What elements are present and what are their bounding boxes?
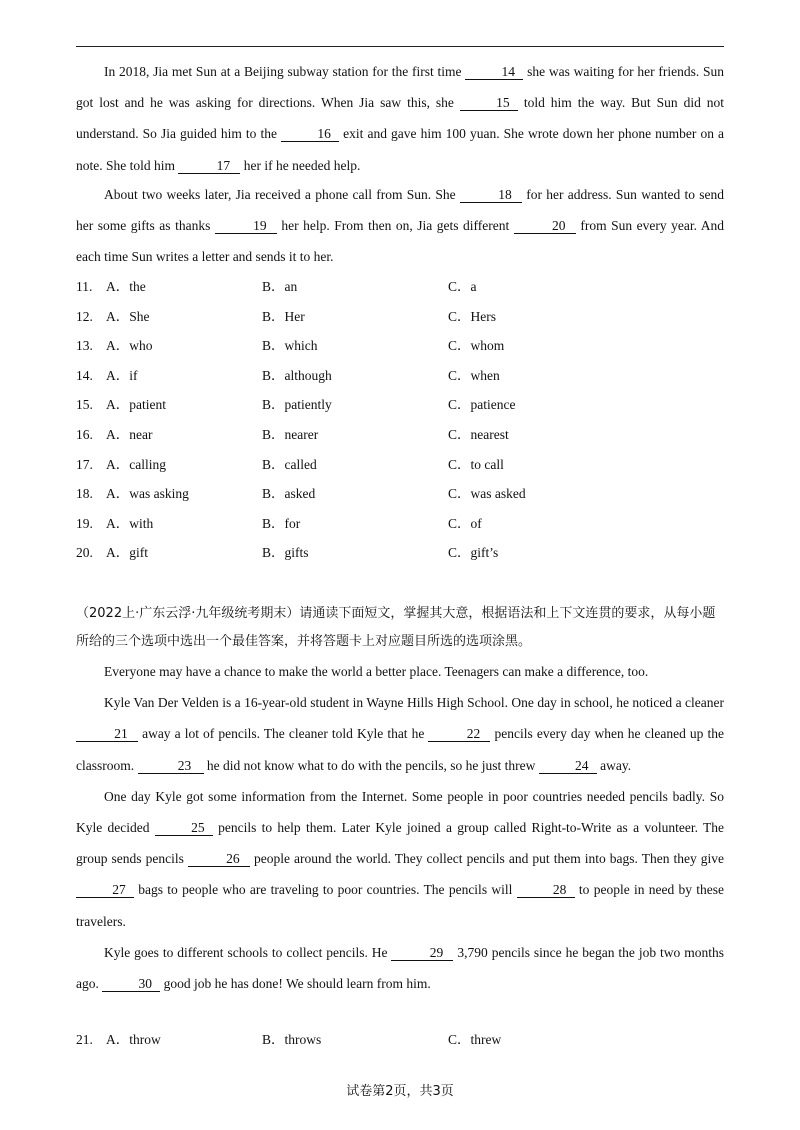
blank-15: 15: [460, 95, 518, 111]
option-a: A．She: [106, 308, 150, 324]
question-number: 14.: [76, 367, 93, 383]
option-b: B．asked: [262, 486, 316, 502]
blank-26: 26: [188, 851, 250, 867]
option-b: B．nearer: [262, 426, 319, 442]
option-c: C．patience: [448, 397, 516, 413]
option-c: C．nearest: [448, 426, 509, 442]
passage-2-paragraph-1: Everyone may have a chance to make the world a better place. Teenagers can make a difference, too.: [104, 664, 649, 679]
blank-19: 19: [215, 218, 277, 234]
question-number: 16.: [76, 426, 93, 442]
question-20-options: [76, 538, 724, 568]
blank-14: 14: [465, 64, 523, 80]
question-number: 19.: [76, 515, 93, 531]
option-c: C．to call: [448, 456, 504, 472]
option-a: A．was asking: [106, 486, 189, 502]
blank-24: 24: [539, 758, 597, 774]
option-a: A．throw: [106, 1032, 161, 1047]
blank-17: 17: [178, 158, 240, 174]
question-number: 12.: [76, 308, 93, 324]
question-number: 11.: [76, 279, 93, 294]
question-18-options: [76, 479, 724, 509]
blank-20: 20: [514, 218, 576, 234]
option-b: B．for: [262, 515, 301, 531]
blank-27: 27: [76, 882, 134, 898]
options-21: [76, 1025, 724, 1055]
question-number: 18.: [76, 486, 93, 502]
option-a: A．the: [106, 279, 146, 294]
blank-22: 22: [428, 726, 490, 742]
option-a: A．near: [106, 426, 153, 442]
question-12-options: [76, 302, 724, 332]
option-a: A．who: [106, 338, 153, 354]
blank-29: 29: [391, 945, 453, 961]
option-c: C．Hers: [448, 308, 496, 324]
question-19-options: [76, 509, 724, 539]
passage-2-paragraph-2: Kyle Van Der Velden is a 16-year-old student in Wayne Hills High School. One day in school, he noticed a cleaner 21 away a lot of pencils. The cleaner told Kyle that he 22 pencils every day when he cleaned up the classroom. 23 he did not know what to do with the pencils, so he just threw 24 away.: [76, 695, 724, 773]
passage-1-paragraph-1: In 2018, Jia met Sun at a Beijing subway station for the first time 14 she was waiting for her friends. Sun got lost and he was asking for directions. When Jia saw this, she 15 told him the way. But Sun did not understand. So Jia guided him to the 16 exit and gave him 100 yuan. She wrote down her phone number on a note. She told him 17 her if he needed help.: [76, 64, 725, 173]
options-11-20: [76, 272, 724, 568]
option-c: C．whom: [448, 338, 505, 354]
option-a: A．with: [106, 515, 154, 531]
option-a: A．patient: [106, 397, 166, 413]
blank-25: 25: [155, 820, 213, 836]
option-b: B．patiently: [262, 397, 332, 413]
question-number: 20.: [76, 545, 93, 561]
question-15-options: [76, 390, 724, 420]
question-17-options: [76, 450, 724, 480]
question-number: 13.: [76, 338, 93, 354]
option-b: B．although: [262, 367, 332, 383]
option-c: C．gift’s: [448, 545, 499, 561]
section-2-instructions: （2022上·广东云浮·九年级统考期末）请通读下面短文，掌握其大意，根据语法和上下文连贯的要求，从每小题所给的三个选项中选出一个最佳答案，并将答题卡上对应题目所选的选项涂黑。: [76, 606, 716, 649]
question-11-options: [76, 272, 724, 302]
option-a: A．calling: [106, 456, 166, 472]
blank-28: 28: [517, 882, 575, 898]
question-13-options: [76, 331, 724, 361]
question-number: 21.: [76, 1032, 93, 1047]
option-b: B．an: [262, 279, 298, 294]
passage-2-paragraph-3: One day Kyle got some information from the Internet. Some people in poor countries needed pencils badly. So Kyle decided 25 pencils to help them. Later Kyle joined a group called Right-to-Write as a volunteer. The group sends pencils 26 people around the world. They collect pencils and put them into bags. Then they give 27 bags to people who are traveling to poor countries. The pencils will 28 to people in need by these travelers.: [76, 788, 725, 929]
option-b: B．throws: [262, 1032, 322, 1047]
passage-1-paragraph-2: About two weeks later, Jia received a phone call from Sun. She 18 for her address. Sun wanted to send her some gifts as thanks 19 her help. From then on, Jia gets different 20 from Sun every year. And each time Sun writes a letter and sends it to her.: [76, 186, 725, 265]
page-footer: 试卷第2页，共3页: [346, 1084, 454, 1099]
option-a: A．if: [106, 367, 138, 383]
question-16-options: [76, 420, 724, 450]
option-c: C．of: [448, 515, 482, 531]
option-b: B．called: [262, 456, 317, 472]
option-b: B．Her: [262, 308, 305, 324]
option-c: C．threw: [448, 1032, 502, 1047]
question-number: 15.: [76, 397, 93, 413]
question-number: 17.: [76, 456, 93, 472]
passage-2: [76, 656, 724, 999]
option-c: C．a: [448, 279, 477, 294]
blank-23: 23: [138, 758, 204, 774]
passage-1: [76, 56, 724, 272]
blank-21: 21: [76, 726, 138, 742]
option-c: C．was asked: [448, 486, 526, 502]
passage-2-paragraph-4: Kyle goes to different schools to collect pencils. He 29 3,790 pencils since he began the job two months ago. 30 good job he has done! We should learn from him.: [76, 944, 724, 992]
question-21-options: [76, 1025, 724, 1055]
option-b: B．which: [262, 338, 318, 354]
option-b: B．gifts: [262, 545, 309, 561]
top-rule: [76, 46, 724, 47]
blank-18: 18: [460, 187, 522, 203]
option-a: A．gift: [106, 545, 148, 561]
option-c: C．when: [448, 367, 500, 383]
blank-30: 30: [102, 976, 160, 992]
blank-16: 16: [281, 126, 339, 142]
question-14-options: [76, 361, 724, 391]
